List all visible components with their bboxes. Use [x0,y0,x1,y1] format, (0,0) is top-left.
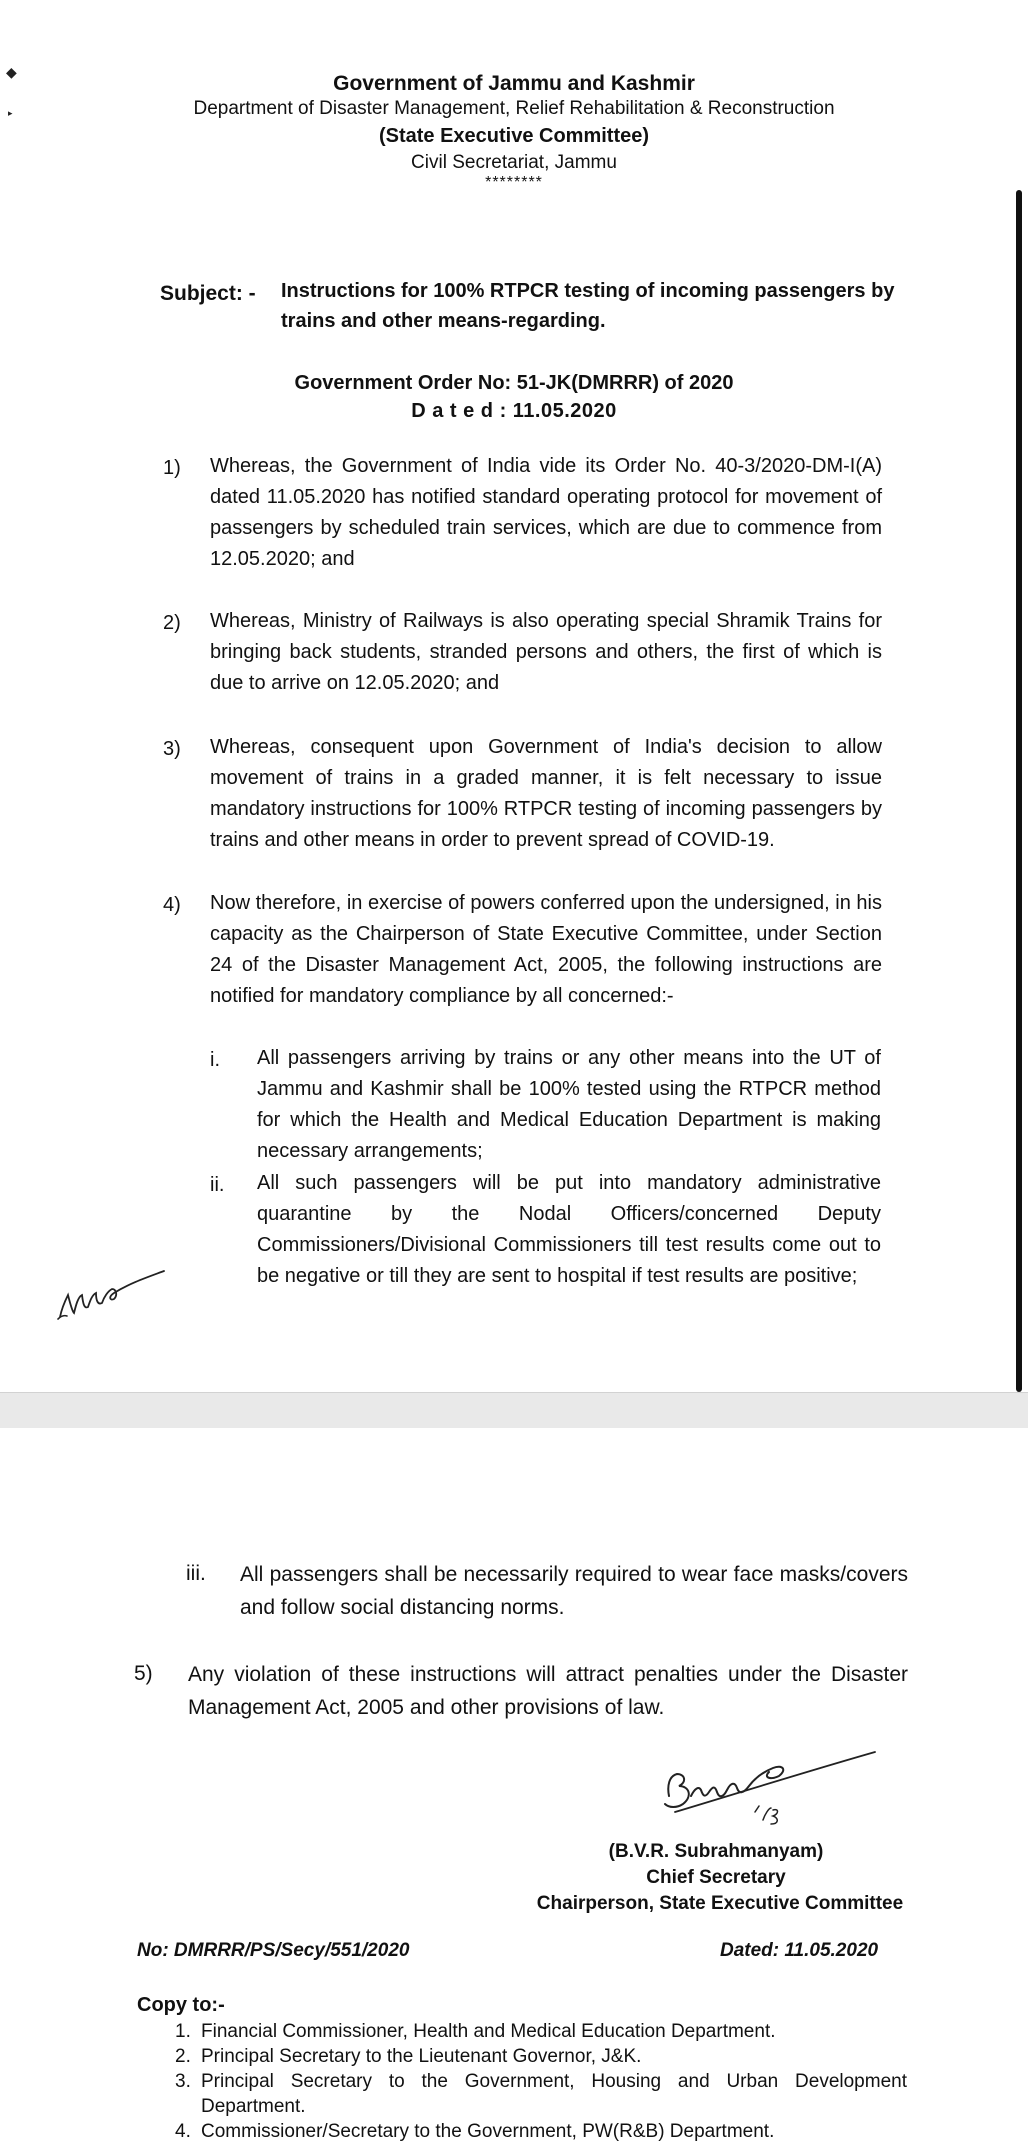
paragraph-text: Any violation of these instructions will attract penalties under the Disaster Management Act, 2005 and other provisions of law. [188,1663,908,1719]
subject-text: Instructions for 100% RTPCR testing of incoming passengers by trains and other means-regarding. [281,280,895,332]
list-item-number: 1. [175,2021,191,2042]
instruction-text: All such passengers will be put into mandatory administrative quarantine by the Nodal Officers/concerned Deputy Commissioners/Divisional Commissioners till test results come out to be negative or till they are sent to hospital if test results are positive; [257,1172,881,1287]
instruction-text: All passengers shall be necessarily required to wear face masks/covers and follow social distancing norms. [240,1563,908,1619]
government-title: Government of Jammu and Kashmir [333,72,695,95]
instruction-number: i. [210,1049,220,1071]
list-item-text: Principal Secretary to the Government, Housing and Urban Development Department. [201,2071,907,2117]
paragraph-number: 3) [163,738,181,760]
list-item-number: 2. [175,2046,191,2067]
list-item [175,2069,907,2119]
scan-edge-line [1016,190,1022,1392]
list-item [175,2019,907,2044]
list-item [175,2119,907,2144]
list-item-number: 4. [175,2121,191,2142]
signatory-name: (B.V.R. Subrahmanyam) [608,1841,824,1862]
signature [655,1738,885,1838]
paragraph-number: 5) [134,1662,153,1685]
page-break [0,1392,1028,1430]
list-item-text: Principal Secretary to the Lieutenant Governor, J&K. [201,2046,642,2067]
paragraph-text: Whereas, the Government of India vide its Order No. 40-3/2020-DM-I(A) dated 11.05.2020 has notified standard operating protocol for movement of passengers by scheduled train services, which are due to commence from 12.05.2020; and [210,455,882,570]
reference-date: Dated: 11.05.2020 [720,1940,879,1961]
paragraph-number: 1) [163,457,181,479]
paragraph-number: 2) [163,612,181,634]
list-item-text: Commissioner/Secretary to the Government, PW(R&B) Department. [201,2121,775,2142]
subject-label: Subject: - [160,282,256,305]
paragraph-number: 4) [163,894,181,916]
copy-to-title: Copy to:- [137,1994,225,2016]
list-item-text: Financial Commissioner, Health and Medical Education Department. [201,2021,776,2042]
paragraph-text: Now therefore, in exercise of powers conferred upon the undersigned, in his capacity as the Chairperson of State Executive Committee, under Section 24 of the Disaster Management Act, 2005, the following instructions are notified for mandatory compliance by all concerned:- [210,892,882,1007]
signatory-designation: Chief Secretary [646,1867,786,1888]
scan-speck: ◆ [6,64,17,80]
department-name: Department of Disaster Management, Relief Rehabilitation & Reconstruction [193,98,835,119]
paragraph-text: Whereas, consequent upon Government of India's decision to allow movement of trains in a graded manner, it is felt necessary to issue mandatory instructions for 100% RTPCR testing of incoming passengers by trains and other means in order to prevent spread of COVID-19. [210,736,882,851]
paragraph-text: Whereas, Ministry of Railways is also operating special Shramik Trains for bringing back students, stranded persons and others, the first of which is due to arrive on 12.05.2020; and [210,610,882,694]
signatory-role: Chairperson, State Executive Committee [536,1893,904,1914]
instruction-text: All passengers arriving by trains or any other means into the UT of Jammu and Kashmir shall be 100% tested using the RTPCR method for which the Health and Medical Education Department is making necessary arrangements; [257,1047,881,1162]
committee-name: (State Executive Committee) [378,125,650,147]
instruction-number: iii. [186,1562,206,1585]
order-number: Government Order No: 51-JK(DMRRR) of 2020 [294,372,734,394]
copy-to-list [175,2019,907,2144]
office-location: Civil Secretariat, Jammu [411,152,617,173]
reference-number: No: DMRRR/PS/Secy/551/2020 [137,1940,410,1961]
list-item-number: 3. [175,2071,191,2092]
initials-signature [52,1255,172,1325]
scan-speck: ▸ [8,108,13,118]
header-separator: ******** [485,174,543,191]
order-date: D a t e d : 11.05.2020 [411,400,617,422]
list-item [175,2044,907,2069]
instruction-number: ii. [210,1174,225,1196]
